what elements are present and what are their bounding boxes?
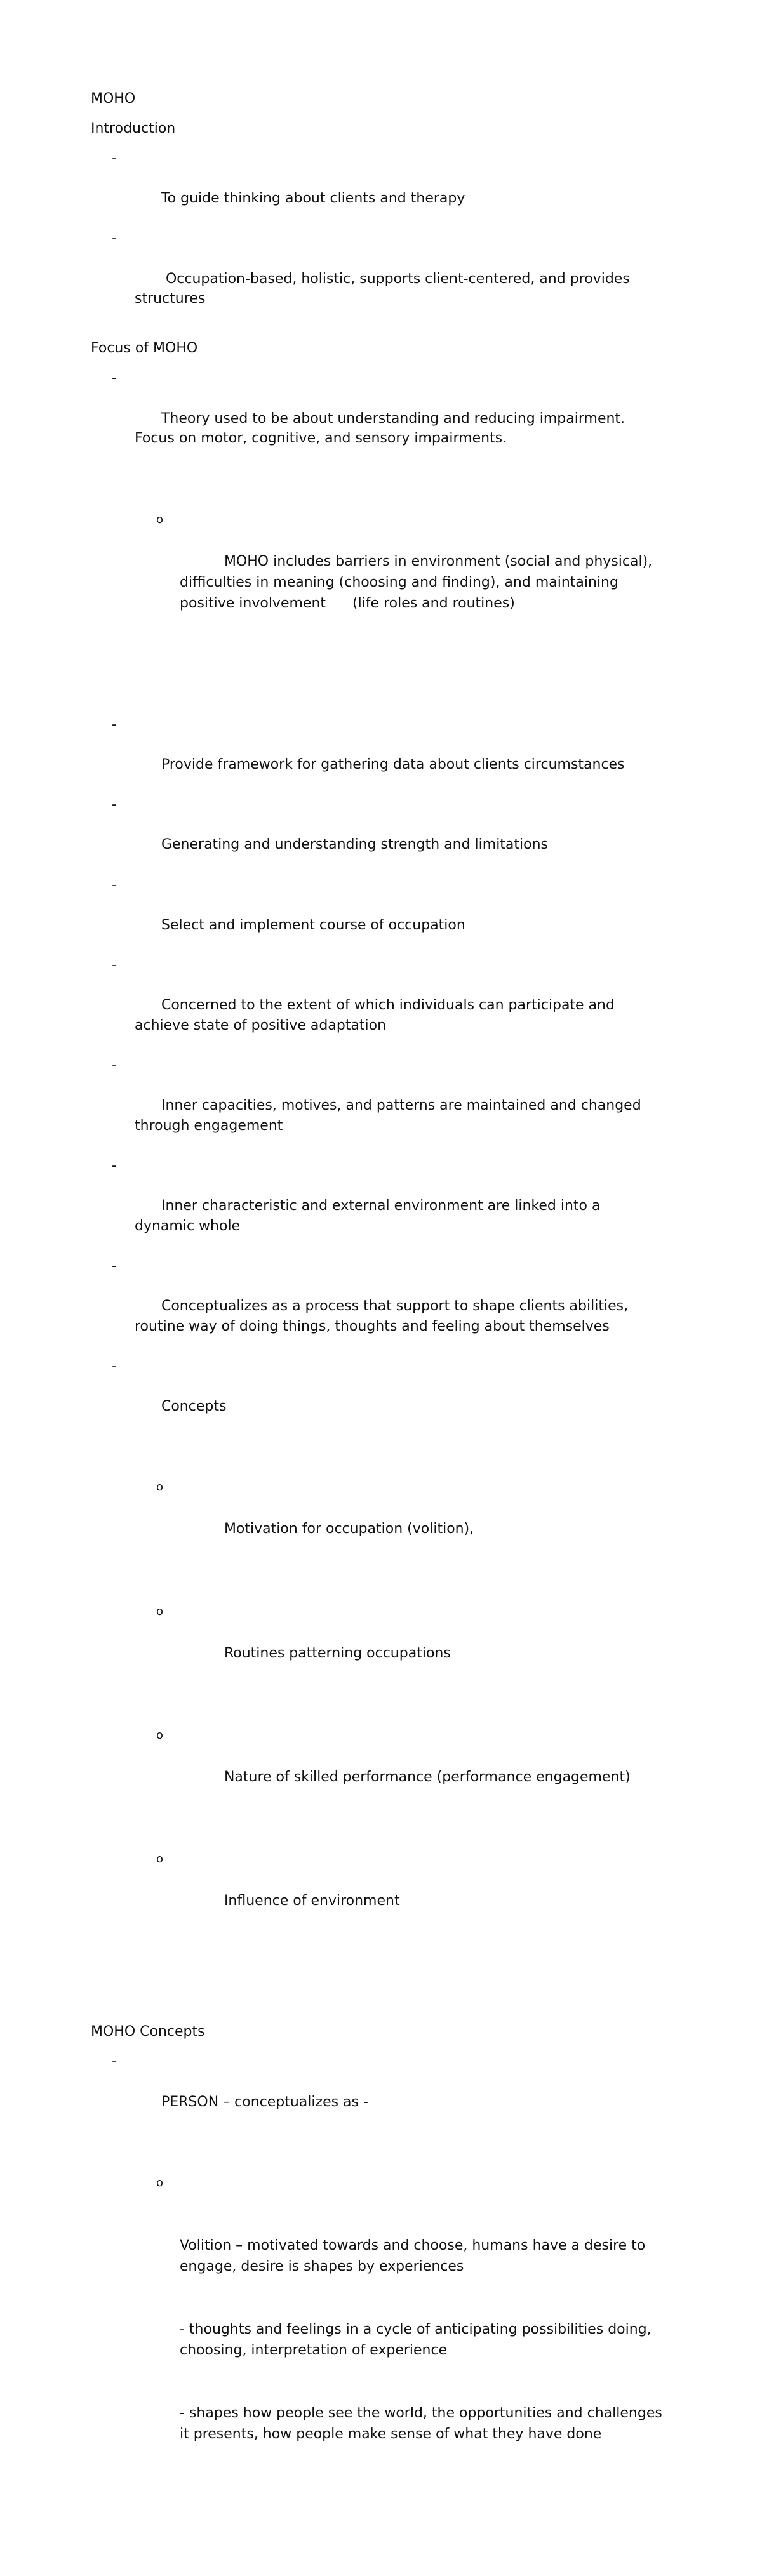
sub-list-item-text: Motivation for occupation (volition), — [224, 1521, 474, 1537]
list-item — [91, 1056, 662, 1156]
circle-bullet-icon: o — [156, 2175, 164, 2189]
list-item-text: Inner capacities, motives, and patterns are maintained and changed through engagement — [135, 1098, 646, 1134]
list-item — [91, 875, 662, 955]
sub-list-item — [135, 1601, 662, 1685]
sub-list-item — [135, 509, 662, 635]
circle-bullet-icon: o — [156, 1852, 164, 1866]
volition-detail-2: - shapes how people see the world, the opportunities and challenges it presents, how people make sense of what they have done — [180, 2405, 667, 2442]
sub-list — [135, 468, 662, 674]
dash-bullet-icon: - — [112, 370, 117, 387]
volition-text: Volition – motivated towards and choose, humans have a desire to engage, desire is shapes by experiences — [180, 2237, 650, 2274]
list-item-text: Conceptualizes as a process that support to shape clients abilities, routine way of doing things, thoughts and feeling about themselves — [135, 1298, 633, 1334]
dash-bullet-icon: - — [112, 957, 117, 973]
section-heading-moho-concepts: MOHO Concepts — [91, 2024, 205, 2040]
dash-bullet-icon: - — [112, 877, 117, 893]
list-item — [91, 1256, 662, 1357]
moho-concepts-list — [91, 2052, 667, 2566]
introduction-list — [91, 149, 662, 329]
list-item-text: Inner characteristic and external environment are linked into a dynamic whole — [135, 1198, 605, 1234]
list-item-text: Occupation-based, holistic, supports client-centered, and provides structures — [135, 270, 634, 307]
dash-bullet-icon: - — [112, 1057, 117, 1073]
sub-list-item-text: Nature of skilled performance (performance engagement) — [224, 1769, 631, 1785]
list-item — [91, 955, 662, 1056]
list-item — [91, 229, 662, 329]
volition-detail-1: - thoughts and feelings in a cycle of anticipating possibilities doing, choosing, interpretation of experience — [180, 2321, 656, 2358]
section-heading-introduction: Introduction — [91, 121, 176, 136]
dash-bullet-icon: - — [112, 716, 117, 733]
section-heading-focus: Focus of MOHO — [91, 340, 198, 357]
list-item — [91, 795, 662, 875]
list-item-text: PERSON – conceptualizes as - — [161, 2094, 368, 2110]
sub-list-item — [135, 1725, 662, 1809]
list-item-text: Concepts — [161, 1398, 227, 1415]
dash-bullet-icon: - — [112, 1157, 117, 1174]
list-item — [91, 368, 662, 715]
dash-bullet-icon: - — [112, 150, 117, 166]
list-item — [91, 149, 662, 229]
sub-list-item-text: MOHO includes barriers in environment (social and physical), difficulties in meaning (choosing and finding), and maintaining positive involvement (life roles and routines) — [180, 553, 657, 611]
circle-bullet-icon: o — [156, 512, 164, 526]
list-item-text: Provide framework for gathering data about clients circumstances — [161, 757, 625, 773]
circle-bullet-icon: o — [156, 1728, 164, 1742]
document-title: MOHO — [91, 91, 136, 107]
list-item — [91, 1156, 662, 1256]
list-item-text: To guide thinking about clients and therapy — [161, 190, 465, 207]
dash-bullet-icon: - — [112, 1358, 117, 1374]
circle-bullet-icon: o — [156, 1480, 164, 1494]
list-item-text: Select and implement course of occupation — [161, 917, 465, 933]
dash-bullet-icon: - — [112, 797, 117, 813]
circle-bullet-icon: o — [156, 1604, 164, 1618]
sub-list-item — [135, 2172, 667, 2486]
document-page — [91, 89, 667, 2576]
focus-list — [91, 368, 662, 2012]
list-item-text: Theory used to be about understanding and reducing impairment. Focus on motor, cognitive, and sensory impairments. — [135, 410, 630, 447]
dash-bullet-icon: - — [112, 1258, 117, 1274]
dash-bullet-icon: - — [112, 2054, 117, 2070]
sub-list-item — [135, 1849, 662, 1932]
list-item-text: Generating and understanding strength and limitations — [161, 837, 549, 853]
list-item — [91, 1357, 662, 2013]
list-item — [91, 2052, 667, 2566]
sub-list-item — [135, 1477, 662, 1560]
dash-bullet-icon: - — [112, 230, 117, 247]
sub-list-item-text: Influence of environment — [224, 1893, 400, 1909]
list-item — [91, 715, 662, 795]
concepts-sub-list — [135, 1437, 662, 1972]
person-sub-list — [135, 2132, 667, 2526]
sub-list-item-text: Routines patterning occupations — [224, 1645, 451, 1661]
list-item-text: Concerned to the extent of which individuals can participate and achieve state of positive adaptation — [135, 997, 619, 1033]
